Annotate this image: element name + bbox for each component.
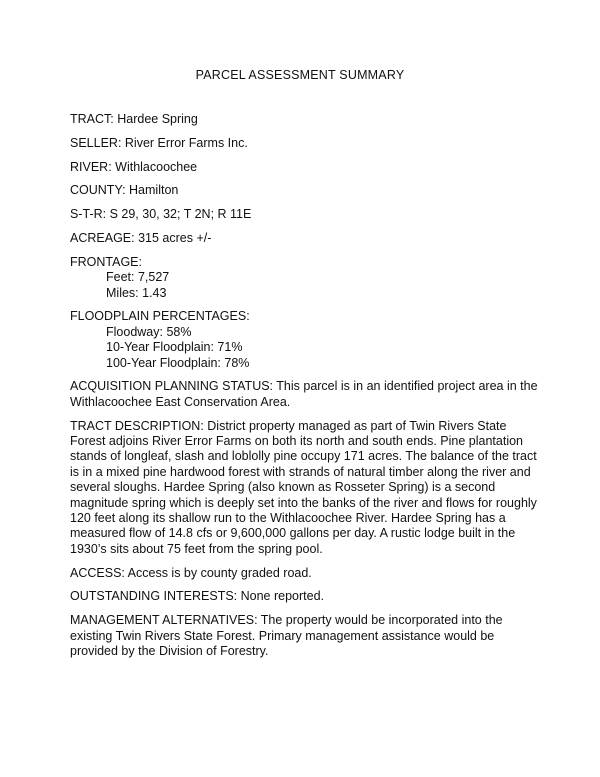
floodplain-block [70, 309, 540, 371]
frontage-block [70, 255, 540, 301]
frontage-miles: Miles: 1.43 [106, 285, 167, 300]
floodplain-heading: FLOODPLAIN PERCENTAGES: [70, 309, 250, 324]
page-title: PARCEL ASSESSMENT SUMMARY [195, 68, 405, 82]
county-line: COUNTY: Hamilton [70, 183, 179, 198]
tract-line: TRACT: Hardee Spring [70, 112, 198, 126]
acreage-line: ACREAGE: 315 acres +/- [70, 230, 212, 245]
frontage-heading: FRONTAGE: [70, 254, 142, 269]
frontage-feet: Feet: 7,527 [106, 270, 170, 285]
acquisition-planning-status: ACQUISITION PLANNING STATUS: This parcel is in an identified project area in the Withlacoochee East Conservation Area. [70, 379, 538, 409]
str-line: S-T-R: S 29, 30, 32; T 2N; R 11E [70, 207, 252, 222]
river-line: RIVER: Withlacoochee [70, 159, 198, 174]
floodway-value: Floodway: 58% [106, 324, 192, 339]
hundred-year-floodplain-value: 100-Year Floodplain: 78% [106, 355, 250, 370]
document-body [70, 112, 540, 668]
access-line: ACCESS: Access is by county graded road. [70, 565, 312, 580]
management-alternatives: MANAGEMENT ALTERNATIVES: The property would be incorporated into the existing Twin Rivers State Forest. Primary management assistance would be provided by the Division of Forestry. [70, 613, 503, 659]
outstanding-interests-line: OUTSTANDING INTERESTS: None reported. [70, 589, 324, 604]
seller-line: SELLER: River Error Farms Inc. [70, 135, 248, 150]
ten-year-floodplain-value: 10-Year Floodplain: 71% [106, 340, 243, 355]
tract-description: TRACT DESCRIPTION: District property managed as part of Twin Rivers State Forest adjoins River Error Farms on both its north and south ends. Pine plantation stands of longleaf, slash and loblolly pine occupy 171 acres. The balance of the tract is in a mixed pine hardwood forest with strands of natural timber along the river and several sloughs. Hardee Spring (also known as Rosseter Spring) is a second magnitude spring which is deeply set into the banks of the river and flows for roughly 120 feet along its shallow run to the Withlacoochee River. Hardee Spring has a measured flow of 14.8 cfs or 9,600,000 gallons per day. A rustic lodge built in the 1930’s sits about 75 feet from the spring pool. [70, 418, 537, 556]
